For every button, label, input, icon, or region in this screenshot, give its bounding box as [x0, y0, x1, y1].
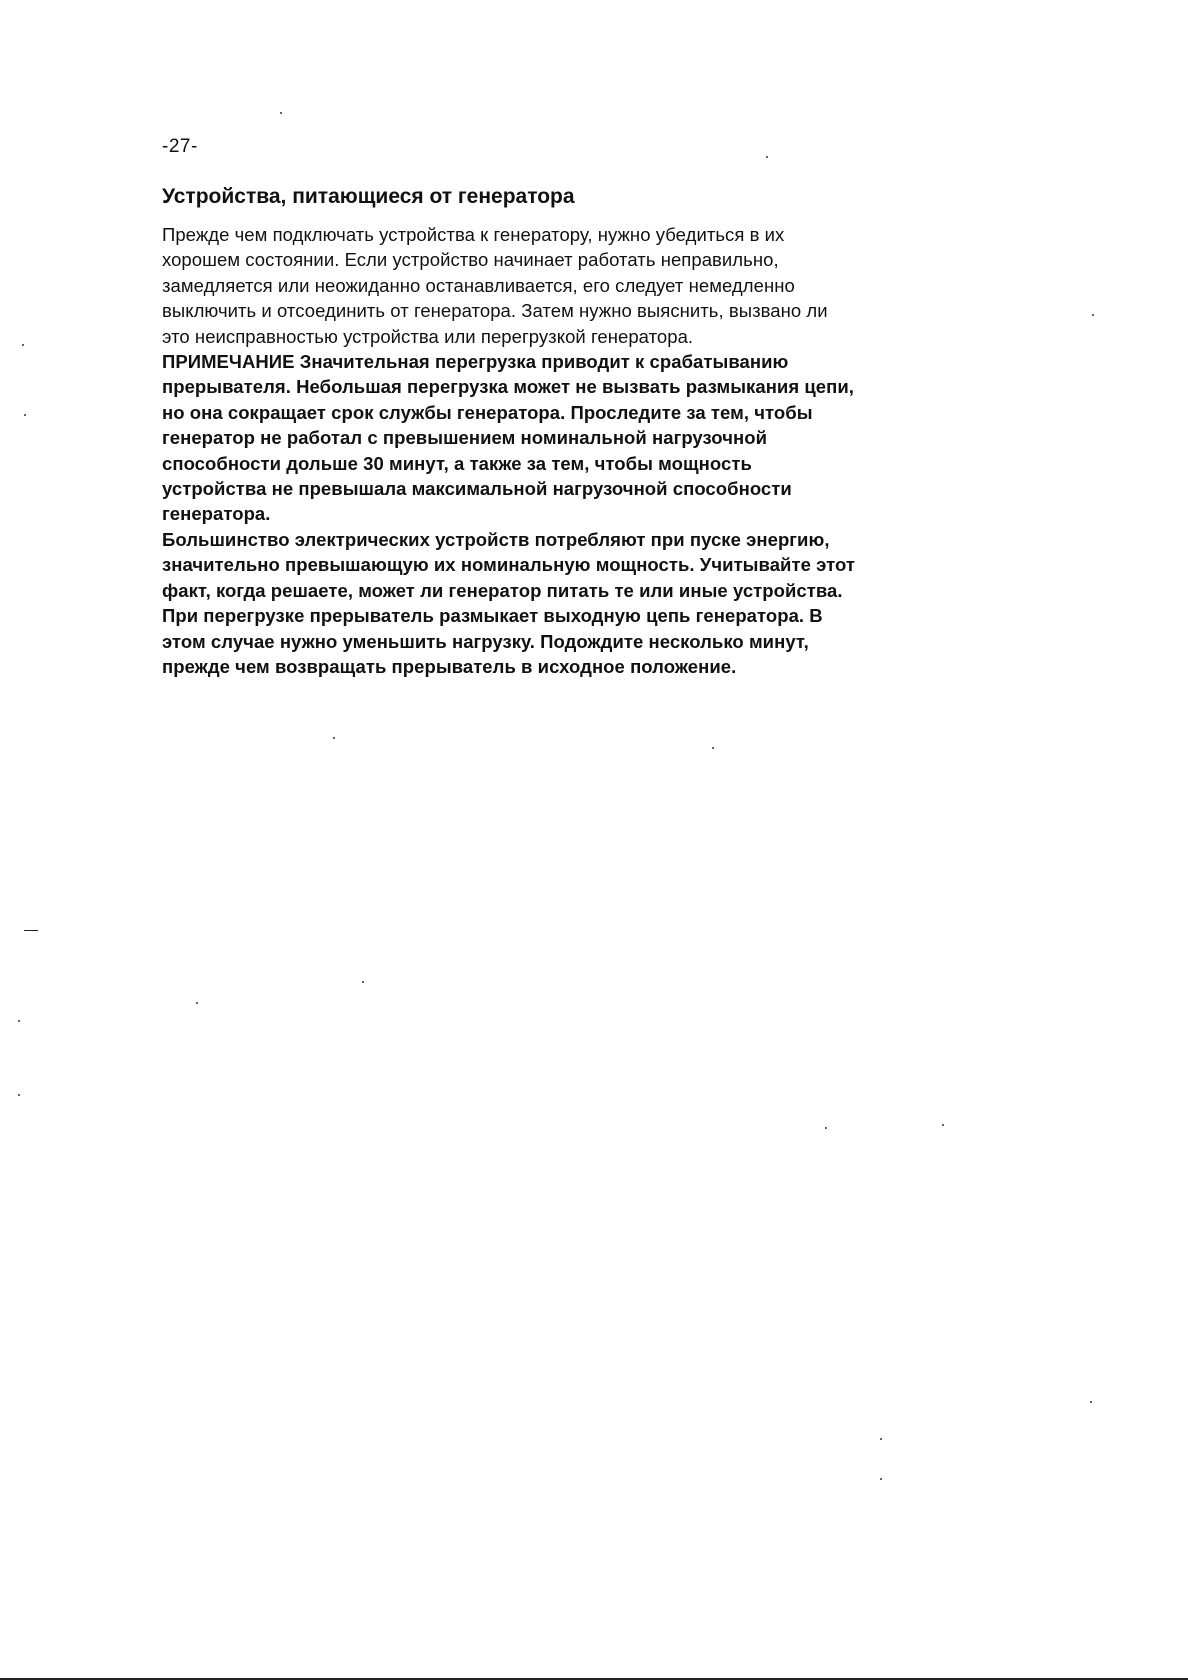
- text-line: факт, когда решаете, может ли генератор питать те или иные устройства.: [162, 579, 843, 601]
- scan-speck: [18, 1094, 20, 1096]
- scan-speck: [24, 414, 26, 416]
- scan-speck: [362, 981, 364, 983]
- scan-speck: [942, 1124, 944, 1126]
- scan-speck: [766, 156, 768, 158]
- scan-speck: [880, 1438, 882, 1440]
- text-line: выключить и отсоединить от генератора. Затем нужно выяснить, вызвано ли: [162, 300, 828, 322]
- page-number: -27-: [162, 136, 198, 157]
- paragraph-intro: [162, 222, 1022, 349]
- section-heading: Устройства, питающиеся от генератора: [162, 185, 575, 208]
- scan-speck: [22, 344, 24, 346]
- scan-speck: [880, 1478, 882, 1480]
- note-first-line: [162, 349, 1022, 374]
- text-line: это неисправностью устройства или перегрузкой генератора.: [162, 325, 694, 347]
- scan-speck: [1092, 314, 1094, 316]
- text-line: замедляется или неожиданно останавливается, его следует немедленно: [162, 274, 795, 296]
- text-line: При перегрузке прерыватель размыкает выходную цепь генератора. В: [162, 605, 823, 627]
- note-label: ПРИМЕЧАНИЕ: [162, 351, 295, 373]
- text-line: прерывателя. Небольшая перегрузка может не вызвать размыкания цепи,: [162, 376, 854, 398]
- scan-speck: [712, 747, 714, 749]
- text-line: генератора.: [162, 503, 271, 525]
- scan-speck: [280, 112, 282, 114]
- scan-speck: [196, 1002, 198, 1004]
- text-line: способности дольше 30 минут, а также за тем, чтобы мощность: [162, 452, 752, 474]
- text-line: Прежде чем подключать устройства к генератору, нужно убедиться в их: [162, 224, 785, 245]
- text-line: устройства не превышала максимальной нагрузочной способности: [162, 478, 792, 500]
- text-line: Большинство электрических устройств потребляют при пуске энергию,: [162, 528, 830, 550]
- text-line: этом случае нужно уменьшить нагрузку. Подождите несколько минут,: [162, 630, 809, 652]
- scan-speck: [333, 737, 335, 739]
- text-line: значительно превышающую их номинальную мощность. Учитывайте этот: [162, 554, 855, 576]
- text-line: хорошем состоянии. Если устройство начинает работать неправильно,: [162, 249, 779, 271]
- scan-speck: [1090, 1401, 1092, 1403]
- scan-speck: [18, 1020, 20, 1022]
- document-body: [162, 184, 1022, 679]
- scan-dash: [24, 930, 38, 931]
- text-line: генератор не работал с превышением номинальной нагрузочной: [162, 427, 767, 449]
- scan-speck: [825, 1127, 827, 1129]
- note-text: Значительная перегрузка приводит к срабатыванию: [294, 351, 789, 373]
- text-line: но она сокращает срок службы генератора. Проследите за тем, чтобы: [162, 401, 813, 423]
- text-line: прежде чем возвращать прерыватель в исходное положение.: [162, 655, 737, 677]
- note-block: [162, 349, 1022, 527]
- paragraph-startup-load: [162, 527, 1022, 679]
